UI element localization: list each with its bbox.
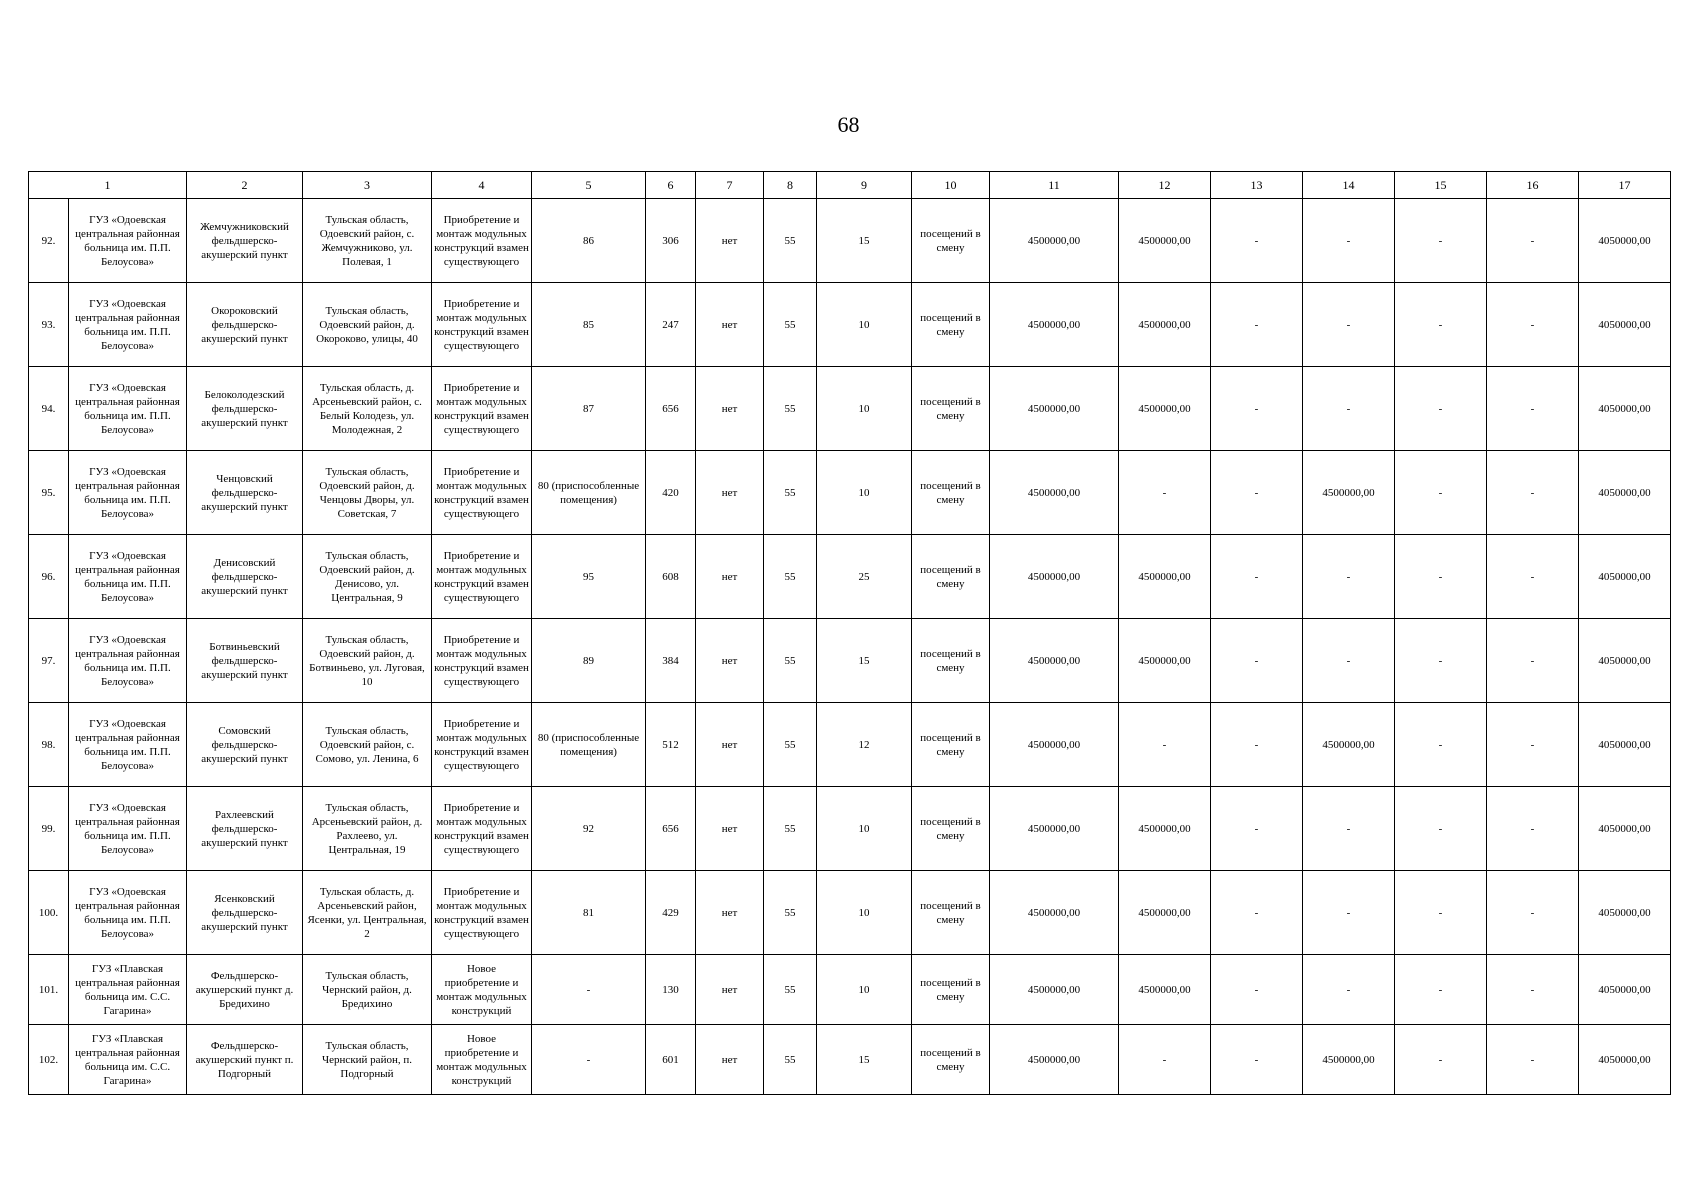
col-9-value: 10 — [817, 955, 912, 1025]
col-15-value: - — [1395, 451, 1487, 535]
work-type: Приобретение и монтаж модульных конструкций взамен существующего — [432, 367, 532, 451]
col-5-value: 80 (приспособленные помещения) — [532, 703, 646, 787]
col-17-value: 4050000,00 — [1579, 703, 1671, 787]
organization: ГУЗ «Одоевская центральная районная больница им. П.П. Белоусова» — [69, 199, 187, 283]
facility-address: Тульская область, Одоевский район, д. Денисово, ул. Центральная, 9 — [303, 535, 432, 619]
table-row — [29, 871, 1671, 955]
col-12-value: - — [1119, 451, 1211, 535]
row-number: 97. — [29, 619, 69, 703]
col-11-value: 4500000,00 — [990, 1025, 1119, 1095]
column-header: 10 — [912, 172, 990, 199]
col-13-value: - — [1211, 535, 1303, 619]
column-header: 7 — [696, 172, 764, 199]
col-6-value: 130 — [646, 955, 696, 1025]
col-15-value: - — [1395, 199, 1487, 283]
col-16-value: - — [1487, 871, 1579, 955]
col-5-value: - — [532, 955, 646, 1025]
col-6-value: 608 — [646, 535, 696, 619]
col-17-value: 4050000,00 — [1579, 1025, 1671, 1095]
col-5-value: 86 — [532, 199, 646, 283]
col-10-value: посещений в смену — [912, 199, 990, 283]
col-7-value: нет — [696, 199, 764, 283]
col-11-value: 4500000,00 — [990, 367, 1119, 451]
col-10-value: посещений в смену — [912, 451, 990, 535]
col-14-value: - — [1303, 199, 1395, 283]
col-11-value: 4500000,00 — [990, 535, 1119, 619]
row-number: 100. — [29, 871, 69, 955]
col-5-value: 92 — [532, 787, 646, 871]
col-17-value: 4050000,00 — [1579, 787, 1671, 871]
col-5-value: 81 — [532, 871, 646, 955]
col-12-value: 4500000,00 — [1119, 535, 1211, 619]
column-header: 8 — [764, 172, 817, 199]
col-9-value: 10 — [817, 451, 912, 535]
col-13-value: - — [1211, 367, 1303, 451]
organization: ГУЗ «Одоевская центральная районная больница им. П.П. Белоусова» — [69, 619, 187, 703]
data-table — [28, 171, 1671, 1095]
table-row — [29, 199, 1671, 283]
column-header: 15 — [1395, 172, 1487, 199]
col-11-value: 4500000,00 — [990, 787, 1119, 871]
col-11-value: 4500000,00 — [990, 871, 1119, 955]
table-body — [29, 199, 1671, 1095]
facility-address: Тульская область, д. Арсеньевский район, Ясенки, ул. Центральная, 2 — [303, 871, 432, 955]
col-13-value: - — [1211, 871, 1303, 955]
facility-address: Тульская область, Чернский район, п. Подгорный — [303, 1025, 432, 1095]
col-15-value: - — [1395, 367, 1487, 451]
col-14-value: - — [1303, 619, 1395, 703]
col-5-value: 80 (приспособленные помещения) — [532, 451, 646, 535]
col-17-value: 4050000,00 — [1579, 451, 1671, 535]
col-17-value: 4050000,00 — [1579, 535, 1671, 619]
col-13-value: - — [1211, 283, 1303, 367]
col-12-value: 4500000,00 — [1119, 367, 1211, 451]
facility-address: Тульская область, Одоевский район, д. Ченцовы Дворы, ул. Советская, 7 — [303, 451, 432, 535]
facility-address: Тульская область, Чернский район, д. Бредихино — [303, 955, 432, 1025]
facility-address: Тульская область, Арсеньевский район, д. Рахлеево, ул. Центральная, 19 — [303, 787, 432, 871]
organization: ГУЗ «Одоевская центральная районная больница им. П.П. Белоусова» — [69, 451, 187, 535]
col-6-value: 656 — [646, 787, 696, 871]
col-6-value: 429 — [646, 871, 696, 955]
col-16-value: - — [1487, 703, 1579, 787]
col-10-value: посещений в смену — [912, 703, 990, 787]
col-15-value: - — [1395, 871, 1487, 955]
table-row — [29, 535, 1671, 619]
col-7-value: нет — [696, 787, 764, 871]
col-16-value: - — [1487, 787, 1579, 871]
col-7-value: нет — [696, 535, 764, 619]
col-8-value: 55 — [764, 451, 817, 535]
facility-name: Белоколодезский фельдшерско-акушерский пункт — [187, 367, 303, 451]
col-11-value: 4500000,00 — [990, 283, 1119, 367]
col-8-value: 55 — [764, 1025, 817, 1095]
col-12-value: 4500000,00 — [1119, 199, 1211, 283]
work-type: Приобретение и монтаж модульных конструкций взамен существующего — [432, 535, 532, 619]
col-9-value: 25 — [817, 535, 912, 619]
organization: ГУЗ «Одоевская центральная районная больница им. П.П. Белоусова» — [69, 283, 187, 367]
column-header: 17 — [1579, 172, 1671, 199]
col-6-value: 420 — [646, 451, 696, 535]
col-13-value: - — [1211, 703, 1303, 787]
col-15-value: - — [1395, 535, 1487, 619]
col-12-value: - — [1119, 703, 1211, 787]
col-10-value: посещений в смену — [912, 1025, 990, 1095]
col-16-value: - — [1487, 451, 1579, 535]
facility-name: Ченцовский фельдшерско-акушерский пункт — [187, 451, 303, 535]
facility-address: Тульская область, Одоевский район, с. Сомово, ул. Ленина, 6 — [303, 703, 432, 787]
col-13-value: - — [1211, 199, 1303, 283]
col-8-value: 55 — [764, 535, 817, 619]
organization: ГУЗ «Одоевская центральная районная больница им. П.П. Белоусова» — [69, 367, 187, 451]
col-13-value: - — [1211, 619, 1303, 703]
column-header: 9 — [817, 172, 912, 199]
col-13-value: - — [1211, 1025, 1303, 1095]
col-8-value: 55 — [764, 199, 817, 283]
header-row — [29, 172, 1671, 199]
col-15-value: - — [1395, 283, 1487, 367]
col-17-value: 4050000,00 — [1579, 199, 1671, 283]
col-9-value: 15 — [817, 1025, 912, 1095]
table-row — [29, 703, 1671, 787]
row-number: 98. — [29, 703, 69, 787]
col-12-value: 4500000,00 — [1119, 619, 1211, 703]
col-10-value: посещений в смену — [912, 619, 990, 703]
col-10-value: посещений в смену — [912, 535, 990, 619]
table-row — [29, 451, 1671, 535]
column-header: 11 — [990, 172, 1119, 199]
col-14-value: - — [1303, 535, 1395, 619]
col-13-value: - — [1211, 955, 1303, 1025]
col-14-value: 4500000,00 — [1303, 1025, 1395, 1095]
col-16-value: - — [1487, 535, 1579, 619]
facility-address: Тульская область, д. Арсеньевский район, с. Белый Колодезь, ул. Молодежная, 2 — [303, 367, 432, 451]
col-14-value: - — [1303, 871, 1395, 955]
col-16-value: - — [1487, 955, 1579, 1025]
col-16-value: - — [1487, 199, 1579, 283]
col-16-value: - — [1487, 367, 1579, 451]
col-7-value: нет — [696, 619, 764, 703]
col-17-value: 4050000,00 — [1579, 955, 1671, 1025]
facility-name: Денисовский фельдшерско-акушерский пункт — [187, 535, 303, 619]
work-type: Приобретение и монтаж модульных конструкций взамен существующего — [432, 619, 532, 703]
col-12-value: - — [1119, 1025, 1211, 1095]
col-9-value: 10 — [817, 787, 912, 871]
col-9-value: 12 — [817, 703, 912, 787]
work-type: Новое приобретение и монтаж модульных конструкций — [432, 955, 532, 1025]
col-14-value: - — [1303, 787, 1395, 871]
organization: ГУЗ «Одоевская центральная районная больница им. П.П. Белоусова» — [69, 703, 187, 787]
col-9-value: 10 — [817, 283, 912, 367]
col-17-value: 4050000,00 — [1579, 619, 1671, 703]
row-number: 96. — [29, 535, 69, 619]
col-9-value: 15 — [817, 619, 912, 703]
col-7-value: нет — [696, 451, 764, 535]
col-8-value: 55 — [764, 871, 817, 955]
col-9-value: 15 — [817, 199, 912, 283]
col-7-value: нет — [696, 1025, 764, 1095]
facility-address: Тульская область, Одоевский район, д. Ботвиньево, ул. Луговая, 10 — [303, 619, 432, 703]
col-5-value: 87 — [532, 367, 646, 451]
table-row — [29, 1025, 1671, 1095]
col-13-value: - — [1211, 451, 1303, 535]
col-15-value: - — [1395, 703, 1487, 787]
table-row — [29, 367, 1671, 451]
col-16-value: - — [1487, 619, 1579, 703]
column-header: 5 — [532, 172, 646, 199]
row-number: 99. — [29, 787, 69, 871]
facility-name: Рахлеевский фельдшерско-акушерский пункт — [187, 787, 303, 871]
col-9-value: 10 — [817, 367, 912, 451]
table-row — [29, 787, 1671, 871]
row-number: 101. — [29, 955, 69, 1025]
col-17-value: 4050000,00 — [1579, 283, 1671, 367]
col-8-value: 55 — [764, 367, 817, 451]
col-8-value: 55 — [764, 787, 817, 871]
col-7-value: нет — [696, 955, 764, 1025]
col-6-value: 656 — [646, 367, 696, 451]
col-15-value: - — [1395, 619, 1487, 703]
work-type: Новое приобретение и монтаж модульных конструкций — [432, 1025, 532, 1095]
col-6-value: 384 — [646, 619, 696, 703]
col-10-value: посещений в смену — [912, 787, 990, 871]
facility-name: Ботвиньевский фельдшерско-акушерский пункт — [187, 619, 303, 703]
work-type: Приобретение и монтаж модульных конструкций взамен существующего — [432, 199, 532, 283]
col-7-value: нет — [696, 703, 764, 787]
facility-name: Сомовский фельдшерско-акушерский пункт — [187, 703, 303, 787]
facility-name: Ясенковский фельдшерско-акушерский пункт — [187, 871, 303, 955]
organization: ГУЗ «Одоевская центральная районная больница им. П.П. Белоусова» — [69, 535, 187, 619]
col-8-value: 55 — [764, 619, 817, 703]
col-7-value: нет — [696, 367, 764, 451]
col-11-value: 4500000,00 — [990, 199, 1119, 283]
col-10-value: посещений в смену — [912, 367, 990, 451]
facility-name: Фельдшерско-акушерский пункт д. Бредихино — [187, 955, 303, 1025]
col-11-value: 4500000,00 — [990, 703, 1119, 787]
col-16-value: - — [1487, 1025, 1579, 1095]
col-14-value: 4500000,00 — [1303, 703, 1395, 787]
col-10-value: посещений в смену — [912, 871, 990, 955]
col-5-value: 85 — [532, 283, 646, 367]
col-12-value: 4500000,00 — [1119, 955, 1211, 1025]
facility-name: Фельдшерско-акушерский пункт п. Подгорный — [187, 1025, 303, 1095]
col-8-value: 55 — [764, 703, 817, 787]
facility-address: Тульская область, Одоевский район, с. Жемчужниково, ул. Полевая, 1 — [303, 199, 432, 283]
col-6-value: 306 — [646, 199, 696, 283]
col-15-value: - — [1395, 787, 1487, 871]
col-14-value: - — [1303, 367, 1395, 451]
col-8-value: 55 — [764, 955, 817, 1025]
column-header: 2 — [187, 172, 303, 199]
col-12-value: 4500000,00 — [1119, 283, 1211, 367]
col-5-value: 95 — [532, 535, 646, 619]
column-header: 16 — [1487, 172, 1579, 199]
column-header: 4 — [432, 172, 532, 199]
col-6-value: 601 — [646, 1025, 696, 1095]
row-number: 102. — [29, 1025, 69, 1095]
col-6-value: 247 — [646, 283, 696, 367]
work-type: Приобретение и монтаж модульных конструкций взамен существующего — [432, 283, 532, 367]
col-7-value: нет — [696, 871, 764, 955]
col-12-value: 4500000,00 — [1119, 787, 1211, 871]
col-17-value: 4050000,00 — [1579, 367, 1671, 451]
col-5-value: - — [532, 1025, 646, 1095]
facility-name: Окороковский фельдшерско-акушерский пункт — [187, 283, 303, 367]
col-9-value: 10 — [817, 871, 912, 955]
col-10-value: посещений в смену — [912, 955, 990, 1025]
col-7-value: нет — [696, 283, 764, 367]
col-14-value: - — [1303, 283, 1395, 367]
work-type: Приобретение и монтаж модульных конструкций взамен существующего — [432, 451, 532, 535]
facility-address: Тульская область, Одоевский район, д. Окороково, улицы, 40 — [303, 283, 432, 367]
col-11-value: 4500000,00 — [990, 955, 1119, 1025]
col-16-value: - — [1487, 283, 1579, 367]
col-12-value: 4500000,00 — [1119, 871, 1211, 955]
col-5-value: 89 — [532, 619, 646, 703]
work-type: Приобретение и монтаж модульных конструкций взамен существующего — [432, 703, 532, 787]
row-number: 93. — [29, 283, 69, 367]
table-row — [29, 619, 1671, 703]
col-17-value: 4050000,00 — [1579, 871, 1671, 955]
organization: ГУЗ «Плавская центральная районная больница им. С.С. Гагарина» — [69, 955, 187, 1025]
table-row — [29, 283, 1671, 367]
col-15-value: - — [1395, 1025, 1487, 1095]
table-row — [29, 955, 1671, 1025]
column-header: 6 — [646, 172, 696, 199]
column-header: 3 — [303, 172, 432, 199]
col-13-value: - — [1211, 787, 1303, 871]
row-number: 92. — [29, 199, 69, 283]
col-14-value: - — [1303, 955, 1395, 1025]
organization: ГУЗ «Одоевская центральная районная больница им. П.П. Белоусова» — [69, 787, 187, 871]
column-header: 14 — [1303, 172, 1395, 199]
facility-name: Жемчужниковский фельдшерско-акушерский пункт — [187, 199, 303, 283]
work-type: Приобретение и монтаж модульных конструкций взамен существующего — [432, 871, 532, 955]
page-number: 68 — [837, 112, 860, 137]
col-8-value: 55 — [764, 283, 817, 367]
column-header: 1 — [29, 172, 187, 199]
organization: ГУЗ «Одоевская центральная районная больница им. П.П. Белоусова» — [69, 871, 187, 955]
col-11-value: 4500000,00 — [990, 619, 1119, 703]
column-header: 12 — [1119, 172, 1211, 199]
row-number: 94. — [29, 367, 69, 451]
col-14-value: 4500000,00 — [1303, 451, 1395, 535]
organization: ГУЗ «Плавская центральная районная больница им. С.С. Гагарина» — [69, 1025, 187, 1095]
column-header: 13 — [1211, 172, 1303, 199]
col-10-value: посещений в смену — [912, 283, 990, 367]
col-15-value: - — [1395, 955, 1487, 1025]
col-11-value: 4500000,00 — [990, 451, 1119, 535]
work-type: Приобретение и монтаж модульных конструкций взамен существующего — [432, 787, 532, 871]
col-6-value: 512 — [646, 703, 696, 787]
row-number: 95. — [29, 451, 69, 535]
